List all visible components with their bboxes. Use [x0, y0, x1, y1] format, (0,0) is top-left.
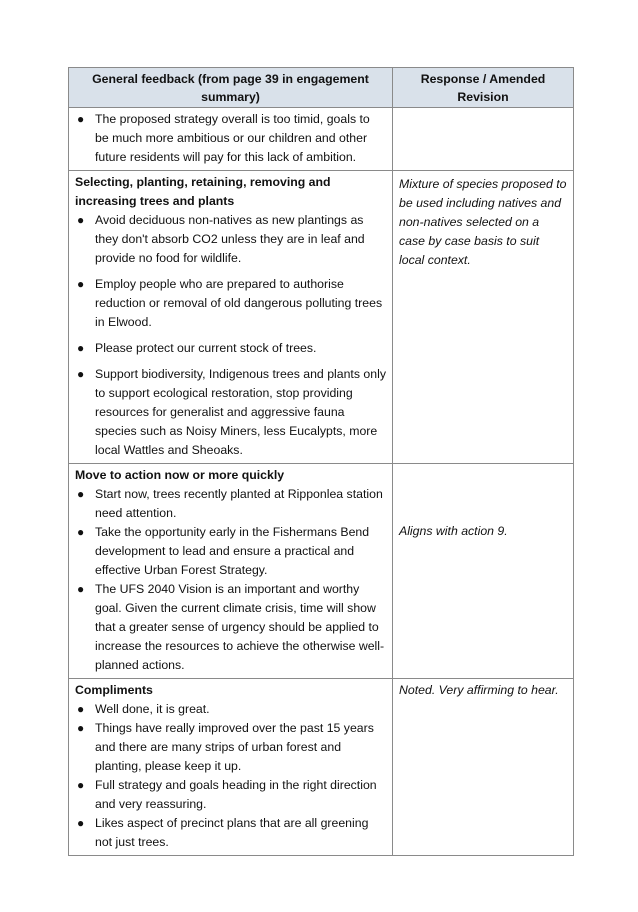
- list-item: ● The UFS 2040 Vision is an important and worthy goal. Given the current climate crisis, time will show that a greater sense of urgency should be applied to increase the resources to achieve the otherwise well-planned actions.: [77, 582, 385, 672]
- table-header-row: [69, 68, 574, 108]
- bullet-icon: ●: [77, 213, 85, 227]
- bullet-icon: ●: [77, 702, 85, 716]
- section-title: Move to action now or more quickly: [75, 468, 285, 482]
- bullet-icon: ●: [77, 816, 85, 830]
- table-row: [69, 171, 574, 464]
- bullet-icon: ●: [77, 367, 85, 381]
- list-item: ● Take the opportunity early in the Fishermans Bend development to lead and ensure a practical and effective Urban Forest Strategy.: [77, 525, 370, 577]
- feedback-cell: [69, 464, 393, 679]
- feedback-table: [68, 67, 574, 856]
- list-item: ● Please protect our current stock of trees.: [75, 339, 386, 358]
- section-title: Compliments: [75, 683, 153, 697]
- feedback-cell: [69, 171, 393, 464]
- list-item: ● Avoid deciduous non-natives as new plantings as they don't absorb CO2 unless they are in leaf and provide no food for wildlife.: [77, 213, 365, 265]
- header-general-feedback: General feedback (from page 39 in engagement summary): [69, 68, 393, 108]
- table-row: [69, 108, 574, 171]
- feedback-cell: [69, 108, 393, 171]
- list-item: ● Employ people who are prepared to authorise reduction or removal of old dangerous polluting trees in Elwood.: [77, 277, 383, 329]
- bullet-icon: ●: [77, 112, 85, 126]
- bullet-icon: ●: [77, 582, 85, 596]
- response-cell: Noted. Very affirming to hear.: [393, 679, 574, 856]
- bullet-icon: ●: [77, 341, 85, 355]
- response-cell: Mixture of species proposed to be used including natives and non-natives selected on a case by case basis to suit local context.: [393, 171, 574, 464]
- bullet-icon: ●: [77, 778, 85, 792]
- response-cell: Aligns with action 9.: [393, 464, 574, 679]
- bullet-icon: ●: [77, 487, 85, 501]
- list-item: ● Support biodiversity, Indigenous trees and plants only to support ecological restoration, stop providing resources for generalist and aggressive fauna species such as Noisy Miners, less Eucalypts, more local Wattles and Sheoaks.: [77, 367, 386, 457]
- feedback-cell: [69, 679, 393, 856]
- list-item: ● Things have really improved over the past 15 years and there are many strips of urban forest and planting, please keep it up.: [77, 721, 374, 773]
- header-response: Response / Amended Revision: [393, 68, 574, 108]
- table-row: [69, 679, 574, 856]
- table-row: [69, 464, 574, 679]
- bullet-icon: ●: [77, 277, 85, 291]
- list-item: ● Likes aspect of precinct plans that are all greening not just trees.: [77, 816, 369, 849]
- bullet-icon: ●: [77, 721, 85, 735]
- list-item: ● Start now, trees recently planted at Ripponlea station need attention.: [77, 487, 383, 520]
- list-item: ● Well done, it is great.: [75, 700, 386, 719]
- section-title: Selecting, planting, retaining, removing and increasing trees and plants: [75, 175, 331, 208]
- response-cell: [393, 108, 574, 171]
- bullet-icon: ●: [77, 525, 85, 539]
- list-item: ● The proposed strategy overall is too timid, goals to be much more ambitious or our children and other future residents will pay for this lack of ambition.: [77, 112, 370, 164]
- list-item: ● Full strategy and goals heading in the right direction and very reassuring.: [77, 778, 377, 811]
